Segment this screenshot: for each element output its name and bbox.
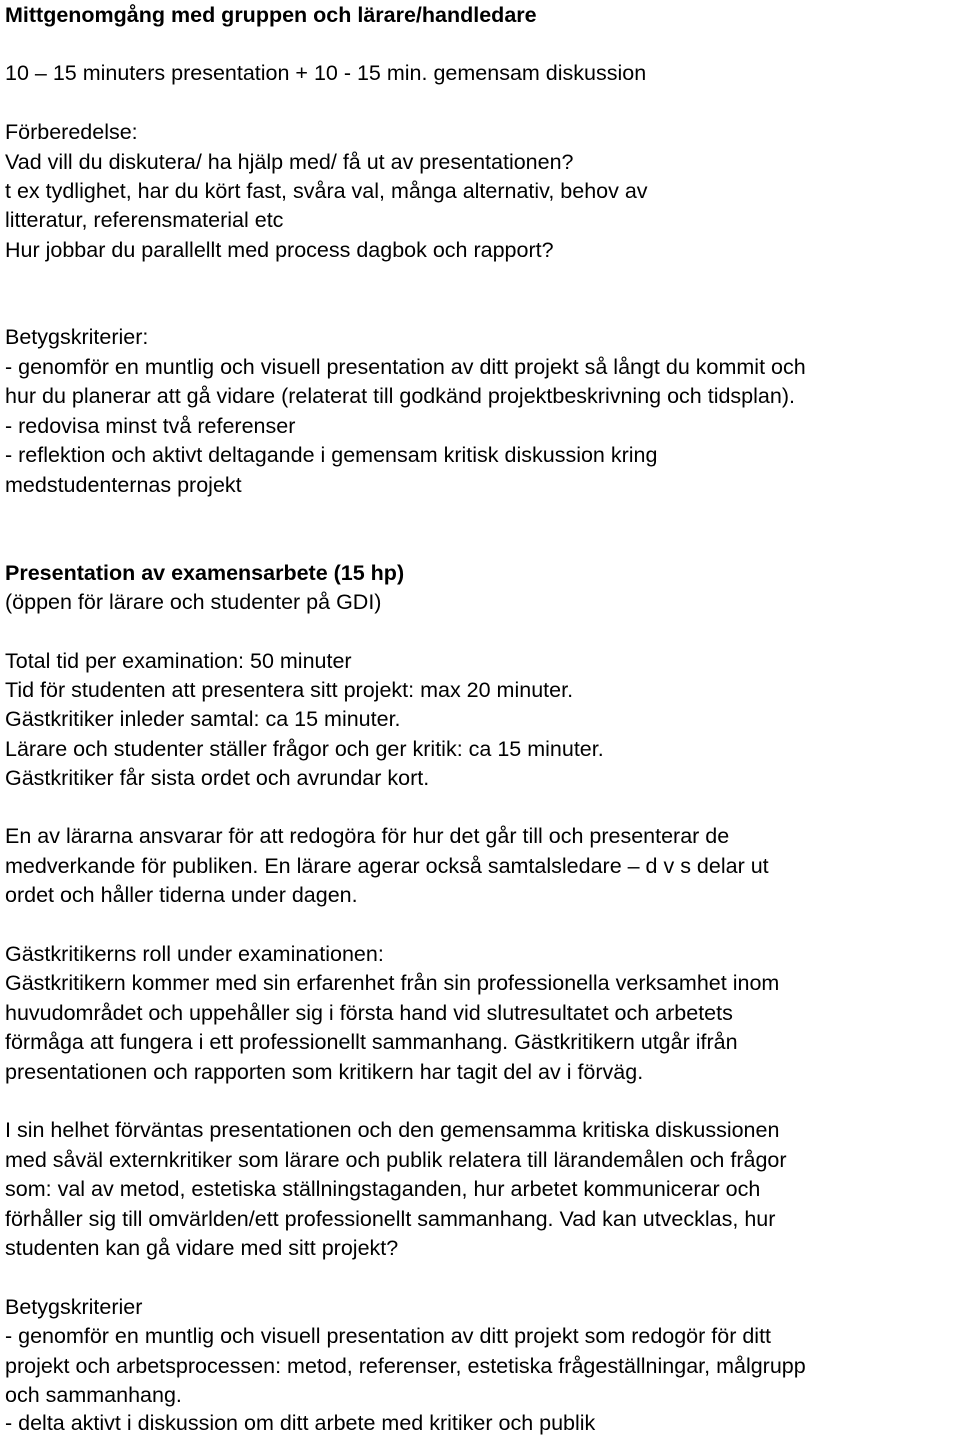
section2-subtitle: (öppen för lärare och studenter på GDI): [5, 590, 382, 614]
criteria-line: medstudenternas projekt: [5, 473, 242, 497]
criteria-line: - redovisa minst två referenser: [5, 414, 296, 438]
section2-title: Presentation av examensarbete (15 hp): [5, 561, 405, 585]
time-line: Gästkritiker får sista ordet och avrundar kort.: [5, 766, 430, 790]
critic-line: förmåga att fungera i ett professionellt sammanhang. Gästkritikern utgår ifrån: [5, 1030, 738, 1054]
criteria2-line: projekt och arbetsprocessen: metod, referenser, estetiska frågeställningar, målgrupp: [5, 1354, 806, 1378]
whole-line: med såväl externkritiker som lärare och publik relatera till lärandemålen och frågor: [5, 1148, 787, 1172]
criteria2-heading: Betygskriterier: [5, 1295, 143, 1319]
section1-title: Mittgenomgång med gruppen och lärare/handledare: [5, 3, 537, 27]
criteria-line: hur du planerar att gå vidare (relaterat till godkänd projektbeskrivning och tidsplan).: [5, 384, 795, 408]
prep-line: Vad vill du diskutera/ ha hjälp med/ få ut av presentationen?: [5, 150, 574, 174]
critic-line: huvudområdet och uppehåller sig i första hand vid slutresultatet och arbetets: [5, 1001, 733, 1025]
time-line: Lärare och studenter ställer frågor och ger kritik: ca 15 minuter.: [5, 737, 604, 761]
prep-line: Hur jobbar du parallellt med process dagbok och rapport?: [5, 238, 554, 262]
whole-line: förhåller sig till omvärlden/ett professionellt sammanhang. Vad kan utvecklas, hur: [5, 1207, 776, 1231]
teacher-line: medverkande för publiken. En lärare agerar också samtalsledare – d v s delar ut: [5, 854, 769, 878]
prep-heading: Förberedelse:: [5, 120, 138, 144]
prep-line: litteratur, referensmaterial etc: [5, 208, 284, 232]
critic-line: presentationen och rapporten som kritikern har tagit del av i förväg.: [5, 1060, 644, 1084]
time-line: Gästkritiker inleder samtal: ca 15 minuter.: [5, 707, 401, 731]
critic-heading: Gästkritikerns roll under examinationen:: [5, 942, 384, 966]
criteria-line: - genomför en muntlig och visuell presentation av ditt projekt så långt du kommit och: [5, 355, 806, 379]
criteria2-line: och sammanhang.: [5, 1383, 182, 1407]
whole-line: I sin helhet förväntas presentationen och den gemensamma kritiska diskussionen: [5, 1118, 780, 1142]
time-line: Tid för studenten att presentera sitt projekt: max 20 minuter.: [5, 678, 574, 702]
teacher-line: En av lärarna ansvarar för att redogöra för hur det går till och presenterar de: [5, 824, 730, 848]
criteria-heading: Betygskriterier:: [5, 325, 149, 349]
time-line: Total tid per examination: 50 minuter: [5, 649, 352, 673]
whole-line: som: val av metod, estetiska ställningstaganden, hur arbetet kommunicerar och: [5, 1177, 761, 1201]
whole-line: studenten kan gå vidare med sitt projekt?: [5, 1236, 399, 1260]
criteria2-line: - genomför en muntlig och visuell presentation av ditt projekt som redogör för ditt: [5, 1324, 772, 1348]
critic-line: Gästkritikern kommer med sin erfarenhet från sin professionella verksamhet inom: [5, 971, 780, 995]
criteria-line: - reflektion och aktivt deltagande i gemensam kritisk diskussion kring: [5, 443, 658, 467]
section1-duration: 10 – 15 minuters presentation + 10 - 15 min. gemensam diskussion: [5, 61, 647, 85]
criteria2-line: - delta aktivt i diskussion om ditt arbete med kritiker och publik: [5, 1411, 596, 1435]
prep-line: t ex tydlighet, har du kört fast, svåra val, många alternativ, behov av: [5, 179, 648, 203]
teacher-line: ordet och håller tiderna under dagen.: [5, 883, 358, 907]
